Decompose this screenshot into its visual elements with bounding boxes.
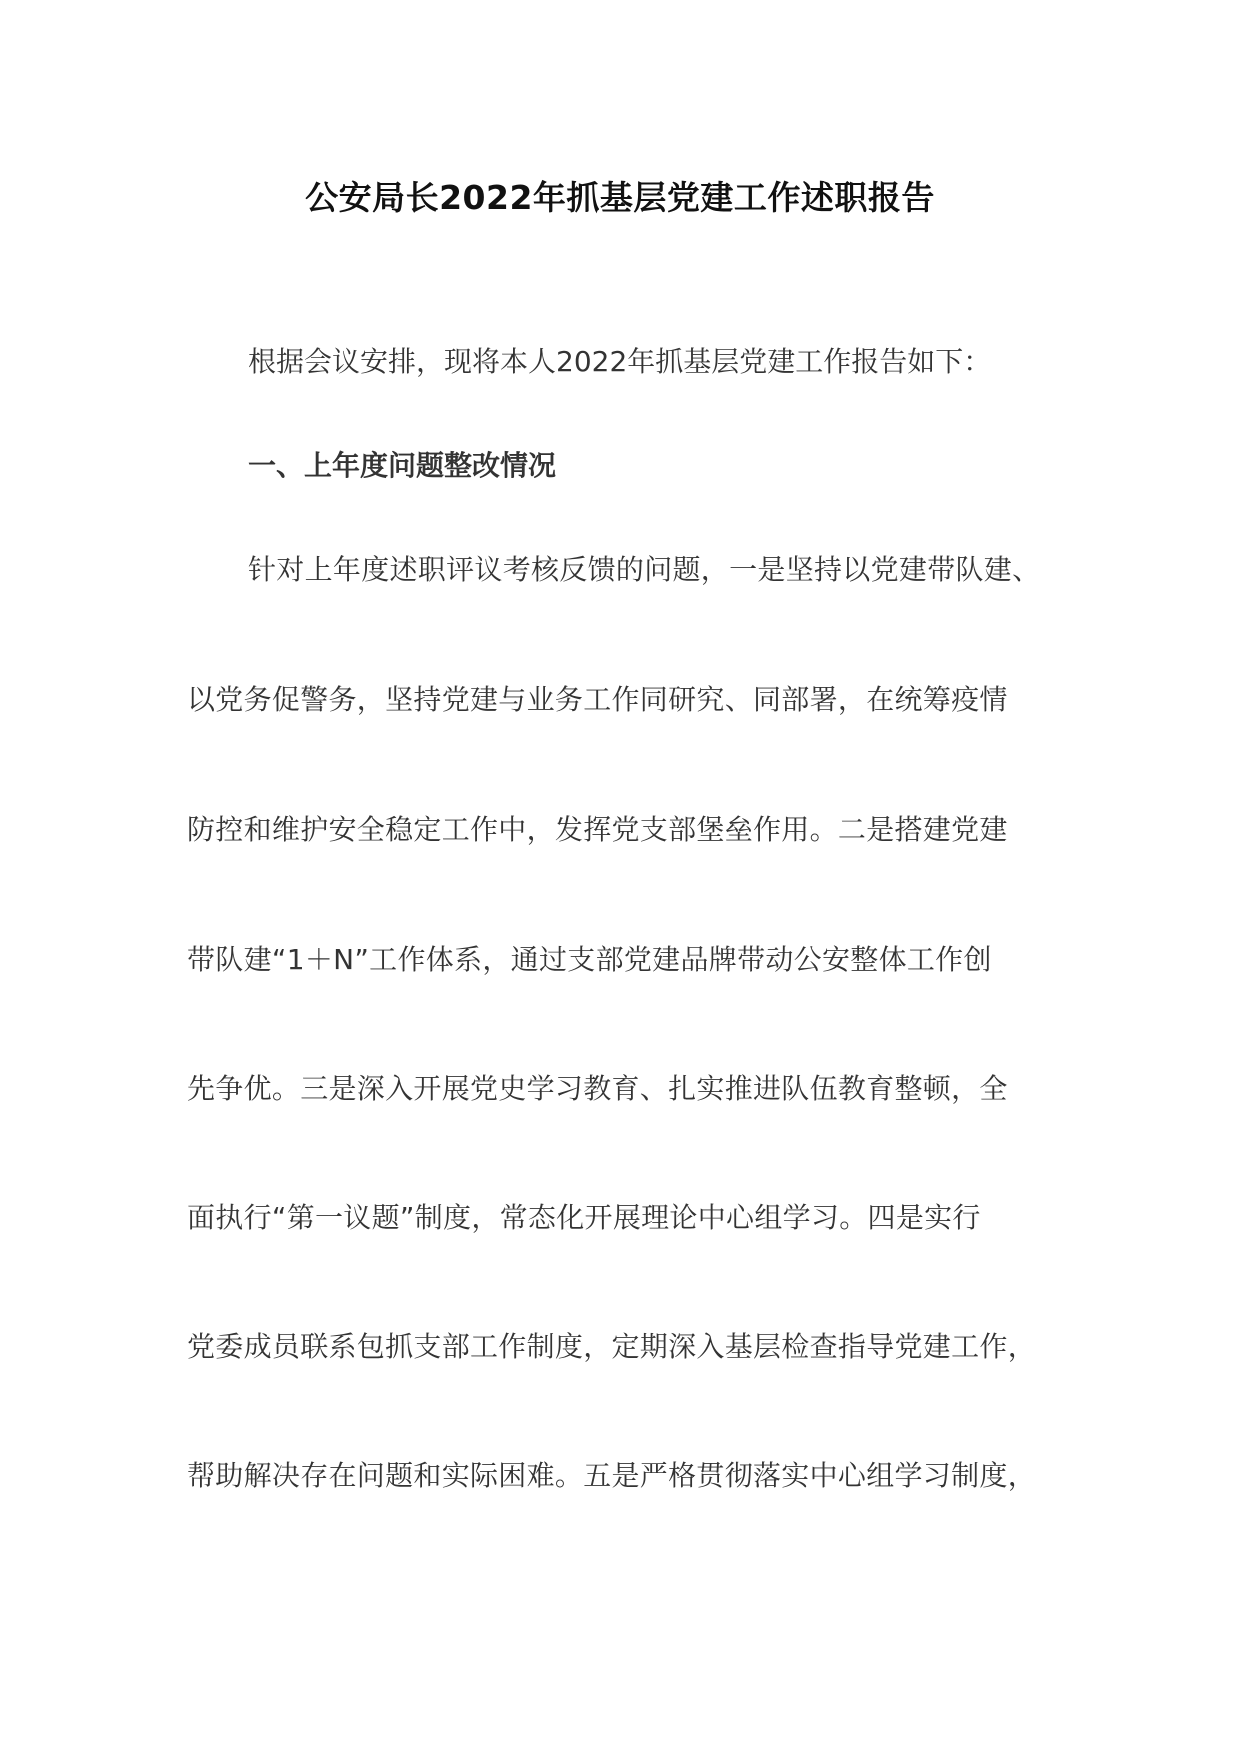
paragraph-line: 防控和维护安全稳定工作中，发挥党支部堡垒作用。二是搭建党建 xyxy=(187,813,1008,846)
section-heading: 一、上年度问题整改情况 xyxy=(248,449,557,482)
paragraph-line: 针对上年度述职评议考核反馈的问题，一是坚持以党建带队建、 xyxy=(248,553,1041,586)
document-title: 公安局长2022年抓基层党建工作述职报告 xyxy=(305,178,935,217)
paragraph-line: 带队建“1＋N”工作体系，通过支部党建品牌带动公安整体工作创 xyxy=(187,943,992,976)
paragraph-line: 面执行“第一议题”制度，常态化开展理论中心组学习。四是实行 xyxy=(187,1201,981,1234)
paragraph-line: 帮助解决存在问题和实际困难。五是严格贯彻落实中心组学习制度， xyxy=(187,1459,1037,1492)
paragraph-line: 党委成员联系包抓支部工作制度，定期深入基层检查指导党建工作， xyxy=(187,1330,1037,1363)
paragraph-line: 先争优。三是深入开展党史学习教育、扎实推进队伍教育整顿，全 xyxy=(187,1072,1008,1105)
intro-paragraph: 根据会议安排，现将本人2022年抓基层党建工作报告如下： xyxy=(248,345,992,378)
paragraph-line: 以党务促警务，坚持党建与业务工作同研究、同部署，在统筹疫情 xyxy=(187,683,1008,716)
